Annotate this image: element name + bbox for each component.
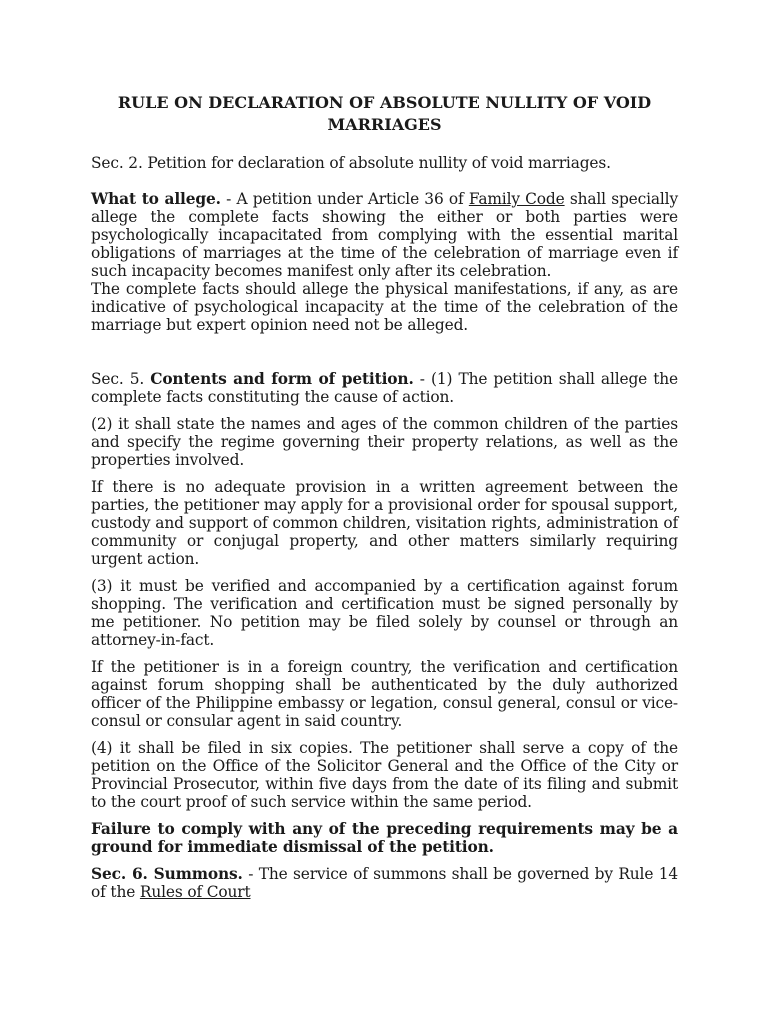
para-2: (2) it shall state the names and ages of the common children of the parties and specify the regime governing their property relations, as well as the properties involved. xyxy=(91,415,678,469)
what-to-allege-continuation: The complete facts should allege the physical manifestations, if any, as are indicative of psychological incapacity at the time of the celebration of the marriage but expert opinion need not be alleged. xyxy=(91,280,678,334)
sec6-label: Sec. 6. Summons. xyxy=(91,865,243,883)
rules-of-court-link[interactable]: Rules of Court xyxy=(139,883,251,901)
what-to-allege-label: What to allege. xyxy=(91,190,221,208)
sec6-text: - The service of summons shall be governed by Rule 14 of the xyxy=(91,865,678,901)
para-provisional: If there is no adequate provision in a written agreement between the parties, the petitioner may apply for a provisional order for spousal support, custody and support of common children, visitation rights, administration of community or conjugal property, and other matters similarly requiring urgent action. xyxy=(91,478,678,568)
what-to-allege-text-b: shall specially allege the complete facts showing the either or both parties were psychologically incapacitated from complying with the essential marital obligations of marriages at the time of the celebration of marriage even if such incapacity becomes manifest only after its celebration. xyxy=(91,190,678,280)
what-to-allege-paragraph xyxy=(91,190,678,280)
failure-notice xyxy=(91,820,678,856)
para-foreign: If the petitioner is in a foreign country, the verification and certification against forum shopping shall be authenticated by the duly authorized officer of the Philippine embassy or legation, consul general, consul or vice-consul or consular agent in said country. xyxy=(91,658,678,730)
document-page xyxy=(91,92,678,901)
failure-notice-text: Failure to comply with any of the preceding requirements may be a ground for immediate dismissal of the petition. xyxy=(91,820,678,856)
what-to-allege-text-a: - A petition under Article 36 of xyxy=(220,190,469,208)
para-4: (4) it shall be filed in six copies. The petitioner shall serve a copy of the petition on the Office of the Solicitor General and the Office of the City or Provincial Prosecutor, within five days from the date of its filing and submit to the court proof of such service within the same period. xyxy=(91,739,678,811)
sec6-paragraph xyxy=(91,865,678,901)
family-code-link[interactable]: Family Code xyxy=(468,190,565,208)
sec2-heading: Sec. 2. Petition for declaration of absolute nullity of void marriages. xyxy=(91,154,611,172)
sec5-text: - (1) The petition shall allege the complete facts constituting the cause of action. xyxy=(91,370,678,406)
sec5-paragraph xyxy=(91,370,678,406)
sec5-label: Contents and form of petition. xyxy=(150,370,414,388)
document-title: RULE ON DECLARATION OF ABSOLUTE NULLITY OF VOID MARRIAGES xyxy=(117,93,652,134)
sec5-prefix: Sec. 5. xyxy=(91,370,151,388)
para-3: (3) it must be verified and accompanied by a certification against forum shopping. The verification and certification must be signed personally by me petitioner. No petition may be filed solely by counsel or through an attorney-in-fact. xyxy=(91,577,678,649)
